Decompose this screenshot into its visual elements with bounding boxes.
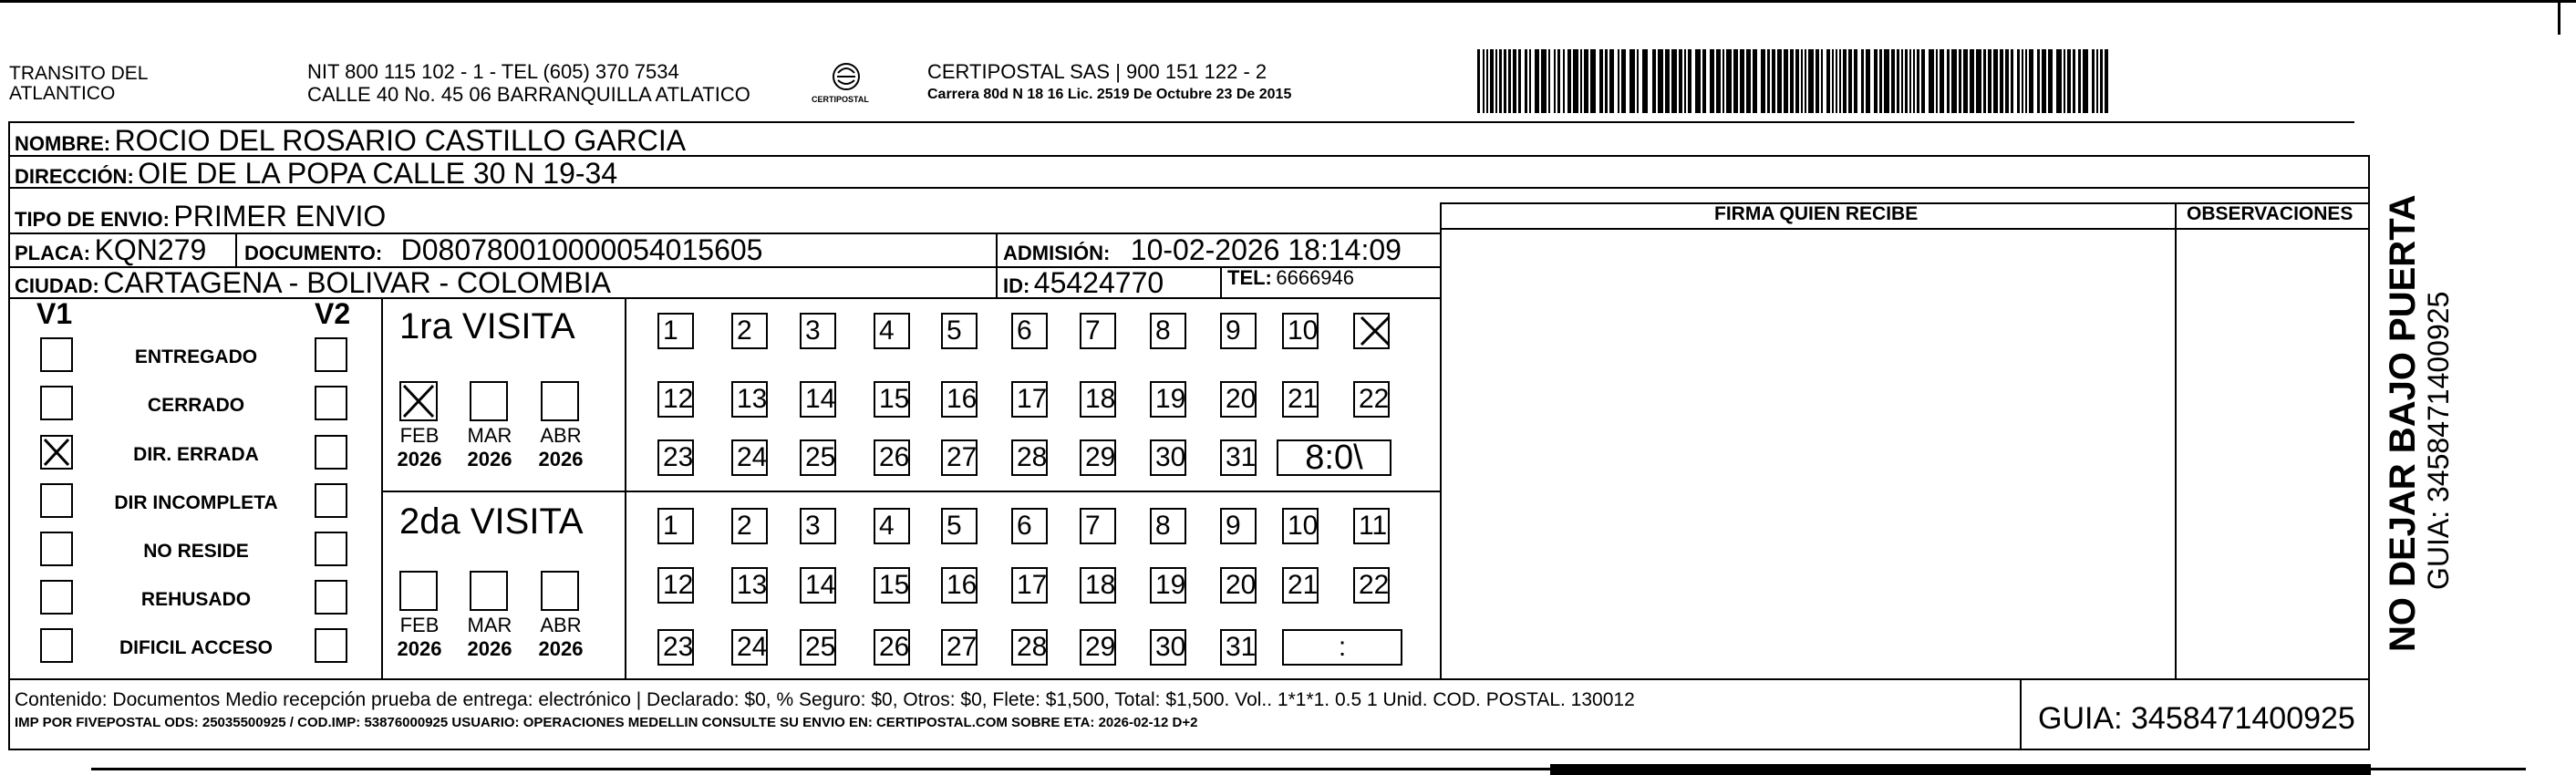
month-label — [464, 424, 515, 471]
month-year: 2026 — [397, 637, 442, 660]
day-box[interactable]: 29 — [1080, 629, 1116, 666]
v2-checkbox[interactable] — [315, 337, 347, 372]
day-box[interactable]: 6 — [1011, 313, 1048, 349]
month-name: MAR — [467, 424, 512, 447]
no-dejar-text: NO DEJAR BAJO PUERTA — [2383, 194, 2423, 652]
day-box[interactable]: 24 — [731, 629, 768, 666]
day-box[interactable]: 28 — [1011, 439, 1048, 476]
first-visit-title: 1ra VISITA — [399, 306, 575, 346]
contenido-text: Contenido: Documentos Medio recepción prueba de entrega: electrónico | Declarado: $0, % Seguro: $0, Otros: $0, Flete: $1,500, Total: $1,500. Vol.. 1*1*1. 0.5 1 Unid. COD. POSTAL. 130012 — [15, 689, 1635, 710]
day-box[interactable]: 13 — [731, 567, 768, 604]
day-box[interactable]: 5 — [941, 508, 978, 544]
month-name: FEB — [399, 614, 440, 636]
day-box[interactable]: 10 — [1282, 313, 1319, 349]
company-line: CERTIPOSTAL SAS | 900 151 122 - 2 — [927, 60, 1267, 83]
day-box[interactable]: 21 — [1282, 381, 1319, 418]
v1-checkbox[interactable] — [40, 628, 73, 663]
day-box[interactable]: 1 — [657, 313, 694, 349]
v2-checkbox[interactable] — [315, 628, 347, 663]
day-box[interactable]: 30 — [1150, 629, 1186, 666]
month-checkbox[interactable] — [399, 381, 438, 421]
v2-checkbox[interactable] — [315, 435, 347, 470]
day-box[interactable]: 8 — [1150, 508, 1186, 544]
direccion-label: DIRECCIÓN: — [15, 165, 134, 188]
placa-value: KQN279 — [94, 233, 207, 266]
reason-label: NO RESIDE — [143, 541, 249, 562]
ciudad-value: CARTAGENA - BOLIVAR - COLOMBIA — [103, 266, 611, 299]
ciudad-cell — [15, 266, 611, 300]
sender-name — [9, 64, 148, 104]
day-box[interactable]: 30 — [1150, 439, 1186, 476]
admision-cell — [1003, 233, 1402, 267]
tipo-label: TIPO DE ENVIO: — [15, 208, 170, 231]
imp-line: IMP POR FIVEPOSTAL ODS: 25035500925 / COD.IMP: 53876000925 USUARIO: OPERACIONES MEDELLIN CONSULTE SU ENVIO EN: CERTIPOSTAL.COM SOBRE ETA: 2026-02-12 D+2 — [15, 715, 1198, 730]
day-box[interactable] — [1353, 313, 1390, 349]
day-box[interactable]: 20 — [1220, 381, 1257, 418]
side-text — [2383, 194, 2454, 652]
day-box[interactable]: 23 — [657, 439, 694, 476]
nombre-label: NOMBRE: — [15, 132, 111, 155]
tel-cell — [1227, 266, 1354, 290]
month-name: MAR — [467, 614, 512, 636]
month-year: 2026 — [467, 637, 512, 660]
day-box[interactable]: 27 — [941, 439, 978, 476]
v1-checkbox[interactable] — [40, 483, 73, 518]
day-box[interactable]: 26 — [874, 629, 910, 666]
day-box[interactable]: 13 — [731, 381, 768, 418]
day-box[interactable]: 2 — [731, 313, 768, 349]
v1-label: V1 — [36, 297, 73, 330]
side-guia-text: GUIA: 3458471400925 — [2422, 291, 2455, 590]
second-visit-title: 2da VISITA — [399, 501, 584, 542]
day-box[interactable]: 9 — [1220, 313, 1257, 349]
certipostal-logo-icon — [810, 60, 883, 109]
day-box[interactable]: 17 — [1011, 567, 1048, 604]
day-box[interactable]: 4 — [874, 508, 910, 544]
day-box[interactable]: 12 — [657, 567, 694, 604]
reason-label: DIR INCOMPLETA — [114, 492, 278, 513]
day-box[interactable]: 17 — [1011, 381, 1048, 418]
v2-checkbox[interactable] — [315, 580, 347, 615]
day-box[interactable]: 24 — [731, 439, 768, 476]
day-box[interactable]: 7 — [1080, 508, 1116, 544]
nit-line: NIT 800 115 102 - 1 - TEL (605) 370 7534 — [307, 60, 679, 83]
day-box[interactable]: 10 — [1282, 508, 1319, 544]
day-box[interactable]: 16 — [941, 567, 978, 604]
tel-label: TEL: — [1227, 266, 1272, 289]
day-box[interactable]: 2 — [731, 508, 768, 544]
v1-checkbox[interactable] — [40, 337, 73, 372]
month-checkbox[interactable] — [470, 381, 508, 421]
sender-line2: ATLANTICO — [9, 83, 116, 104]
day-box[interactable]: 23 — [657, 629, 694, 666]
day-box[interactable]: 8 — [1150, 313, 1186, 349]
reason-label: DIR. ERRADA — [133, 444, 259, 465]
logo-text: CERTIPOSTAL — [812, 95, 869, 104]
ciudad-label: CIUDAD: — [15, 274, 99, 297]
day-box[interactable]: 26 — [874, 439, 910, 476]
company-info — [927, 60, 1291, 106]
day-box[interactable]: 31 — [1220, 629, 1257, 666]
day-box[interactable]: 21 — [1282, 567, 1319, 604]
admision-label: ADMISIÓN: — [1003, 242, 1111, 264]
month-label — [464, 614, 515, 661]
sender-info — [307, 60, 750, 106]
v2-label: V2 — [315, 297, 351, 330]
sender-line1: TRANSITO DEL — [9, 63, 149, 84]
month-name: ABR — [540, 424, 582, 447]
month-label — [535, 424, 586, 471]
month-label — [535, 614, 586, 661]
day-box[interactable]: 9 — [1220, 508, 1257, 544]
placa-cell — [15, 233, 206, 267]
day-box[interactable]: 19 — [1150, 381, 1186, 418]
month-name: ABR — [540, 614, 582, 636]
month-label — [394, 614, 445, 661]
documento-label: DOCUMENTO: — [244, 242, 383, 264]
day-box[interactable]: 25 — [800, 629, 836, 666]
day-box[interactable]: 5 — [941, 313, 978, 349]
address-line: CALLE 40 No. 45 06 BARRANQUILLA ATLATICO — [307, 83, 750, 106]
day-box[interactable]: 29 — [1080, 439, 1116, 476]
reason-label: REHUSADO — [140, 589, 252, 610]
v1-checkbox[interactable] — [40, 532, 73, 566]
observaciones-header: OBSERVACIONES — [2187, 203, 2354, 224]
month-checkbox[interactable] — [541, 381, 579, 421]
month-label — [394, 424, 445, 471]
admision-value: 10-02-2026 18:14:09 — [1130, 233, 1402, 266]
month-name: FEB — [399, 424, 440, 447]
day-box[interactable]: 12 — [657, 381, 694, 418]
day-box[interactable]: 18 — [1080, 381, 1116, 418]
month-checkbox[interactable] — [399, 571, 438, 611]
license-line: Carrera 80d N 18 16 Lic. 2519 De Octubre 23 De 2015 — [927, 87, 1292, 102]
day-box[interactable]: 18 — [1080, 567, 1116, 604]
guia-box: GUIA: 3458471400925 — [2038, 701, 2355, 736]
day-box[interactable]: 3 — [800, 508, 836, 544]
v2-checkbox[interactable] — [315, 483, 347, 518]
day-box[interactable]: 22 — [1353, 381, 1390, 418]
v1-checkbox[interactable] — [40, 386, 73, 420]
month-year: 2026 — [538, 448, 584, 470]
documento-value: D0807800100000540156​05 — [400, 233, 763, 266]
day-box[interactable]: 20 — [1220, 567, 1257, 604]
tel-value: 6666946 — [1276, 266, 1354, 289]
day-box[interactable]: 27 — [941, 629, 978, 666]
direccion-row — [15, 157, 617, 191]
day-box[interactable]: 6 — [1011, 508, 1048, 544]
v2-checkbox[interactable] — [315, 532, 347, 566]
tipo-value: PRIMER ENVIO — [173, 200, 387, 232]
day-box[interactable]: 25 — [800, 439, 836, 476]
firma-header: FIRMA QUIEN RECIBE — [1714, 203, 1919, 224]
day-box[interactable]: 15 — [874, 381, 910, 418]
month-year: 2026 — [538, 637, 584, 660]
reason-label: CERRADO — [147, 395, 245, 416]
id-cell — [1003, 266, 1164, 300]
documento-cell — [244, 233, 762, 267]
barcode — [1477, 49, 2113, 113]
day-box[interactable]: 22 — [1353, 567, 1390, 604]
day-box[interactable]: 14 — [800, 381, 836, 418]
v2-checkbox[interactable] — [315, 386, 347, 420]
id-label: ID: — [1003, 274, 1030, 297]
month-checkbox[interactable] — [541, 571, 579, 611]
day-box[interactable]: 11 — [1353, 508, 1390, 544]
month-checkbox[interactable] — [470, 571, 508, 611]
day-box[interactable]: 14 — [800, 567, 836, 604]
id-value: 45424770 — [1033, 266, 1164, 299]
month-year: 2026 — [397, 448, 442, 470]
placa-label: PLACA: — [15, 242, 91, 264]
day-box[interactable]: 3 — [800, 313, 836, 349]
direccion-value: OIE DE LA POPA CALLE 30 N 19-34 — [138, 157, 618, 190]
time-box[interactable]: : — [1282, 629, 1402, 666]
v1-checkbox[interactable] — [40, 435, 73, 470]
reason-label: DIFICIL ACCESO — [119, 637, 273, 658]
day-box[interactable]: 4 — [874, 313, 910, 349]
tipo-row — [15, 200, 386, 233]
day-box[interactable]: 15 — [874, 567, 910, 604]
day-box[interactable]: 7 — [1080, 313, 1116, 349]
day-box[interactable]: 16 — [941, 381, 978, 418]
day-box[interactable]: 28 — [1011, 629, 1048, 666]
day-box[interactable]: 19 — [1150, 567, 1186, 604]
nombre-row — [15, 124, 686, 158]
v1-checkbox[interactable] — [40, 580, 73, 615]
month-year: 2026 — [467, 448, 512, 470]
nombre-value: ROCIO DEL ROSARIO CASTILLO GARCIA — [114, 124, 687, 157]
day-box[interactable]: 1 — [657, 508, 694, 544]
reason-label: ENTREGADO — [134, 346, 258, 367]
time-box[interactable]: 8:0\ — [1277, 439, 1391, 476]
day-box[interactable]: 31 — [1220, 439, 1257, 476]
